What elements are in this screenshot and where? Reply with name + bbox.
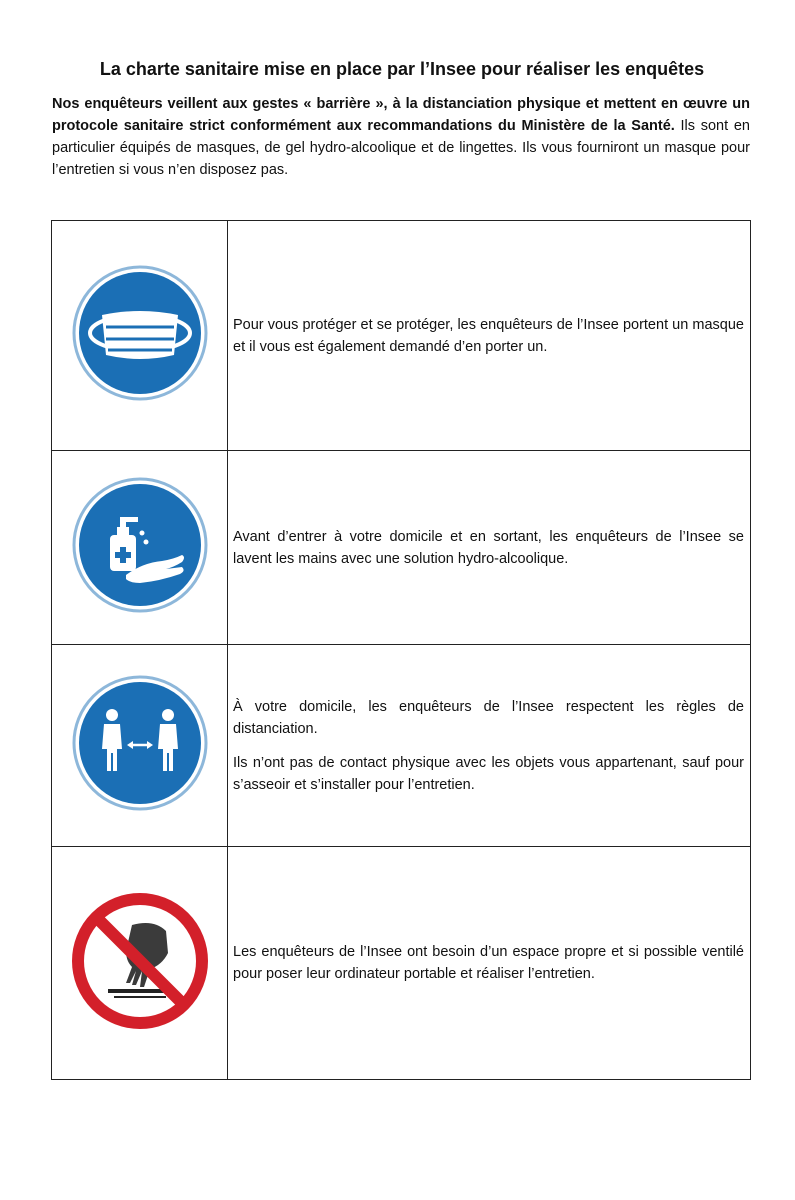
face-mask-icon <box>70 263 210 408</box>
icon-cell <box>52 847 228 1080</box>
row-paragraph: Pour vous protéger et se protéger, les enquêteurs de l’Insee portent un masque et il vous est également demandé d’en porter un. <box>233 316 744 355</box>
social-distancing-icon <box>70 673 210 818</box>
table-row <box>52 645 751 847</box>
icon-cell <box>52 221 228 451</box>
table-row <box>52 451 751 645</box>
page-title: La charte sanitaire mise en place par l’Insee pour réaliser les enquêtes <box>99 59 705 79</box>
text-cell <box>228 221 751 451</box>
row-paragraph: Ils n’ont pas de contact physique avec les objets vous appartenant, sauf pour s’asseoir et s’installer pour l’entretien. <box>233 754 744 793</box>
text-cell <box>228 451 751 645</box>
no-touching-icon <box>70 891 210 1036</box>
intro-bold-text: Nos enquêteurs veillent aux gestes « barrière », à la distanciation physique et mettent en œuvre un protocole sanitaire strict conformément aux recommandations du Ministère de la Santé. <box>52 96 750 134</box>
intro-regular-text: Ils sont en particulier équipés de masques, de gel hydro-alcoolique et de lingettes. Ils vous fourniront un masque pour l’entretien si vous n’en disposez pas. <box>52 118 750 178</box>
text-cell <box>228 847 751 1080</box>
row-paragraph: Avant d’entrer à votre domicile et en sortant, les enquêteurs de l’Insee se lavent les mains avec une solution hydro-alcoolique. <box>233 528 744 567</box>
icon-cell <box>52 645 228 847</box>
row-paragraph: À votre domicile, les enquêteurs de l’Insee respectent les règles de distanciation. <box>233 698 744 737</box>
table-row <box>52 221 751 451</box>
icon-cell <box>52 451 228 645</box>
hand-sanitizer-icon <box>70 475 210 620</box>
sanitary-charter-table <box>51 220 751 1080</box>
text-cell <box>228 645 751 847</box>
row-paragraph: Les enquêteurs de l’Insee ont besoin d’un espace propre et si possible ventilé pour poser leur ordinateur portable et réaliser l’entretien. <box>233 944 744 982</box>
intro-paragraph <box>52 93 750 181</box>
table-row <box>52 847 751 1080</box>
